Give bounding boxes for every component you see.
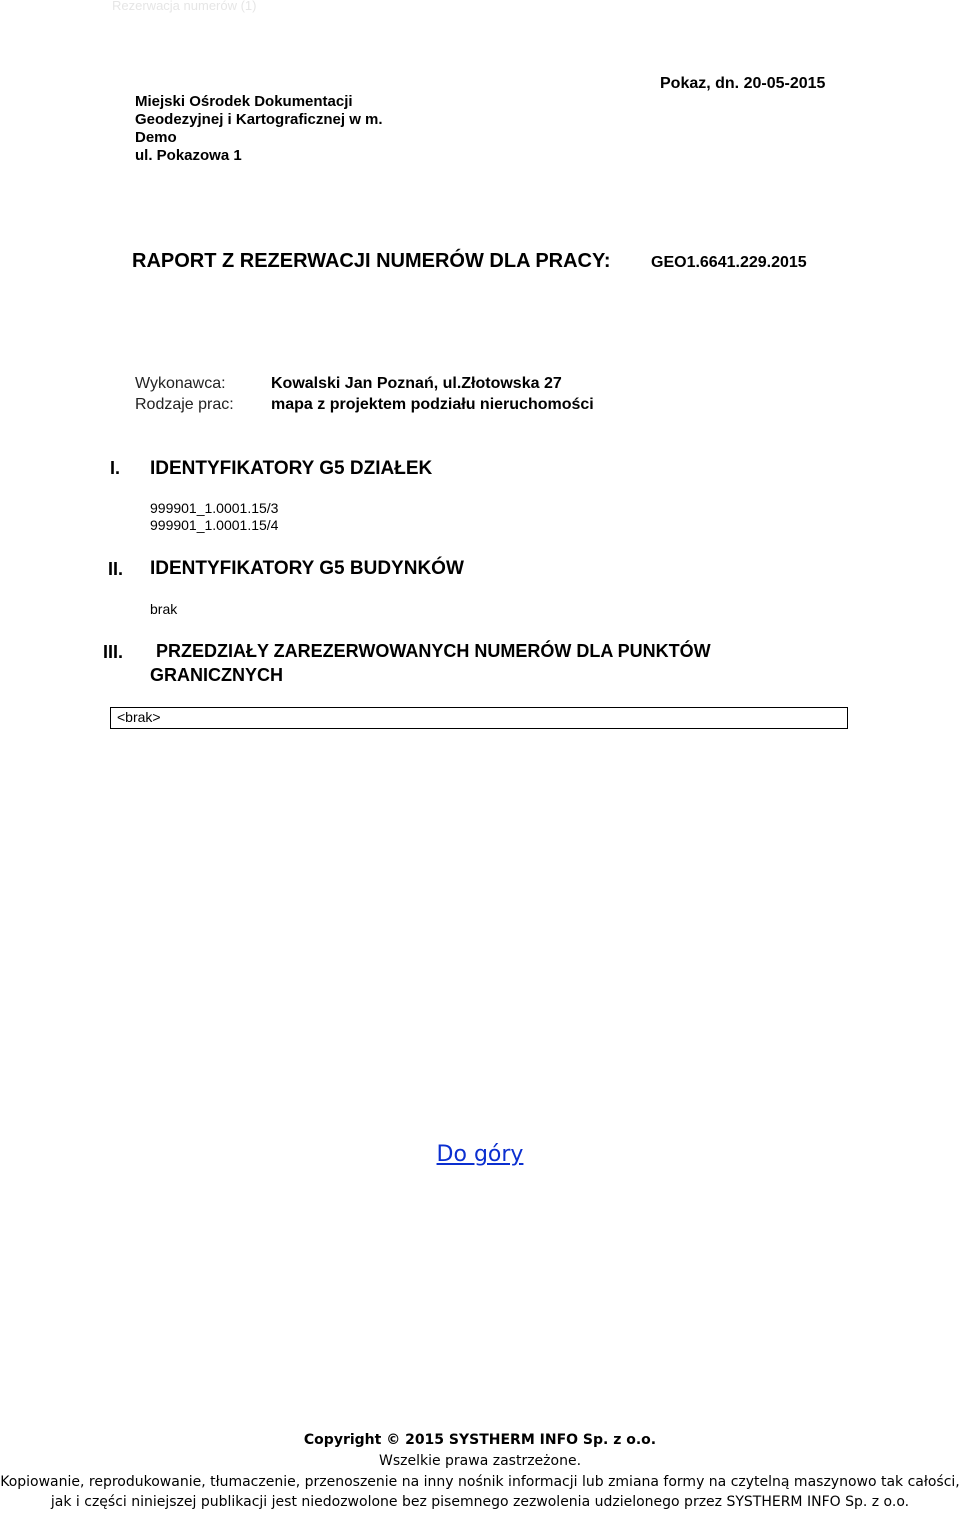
office-line: Demo — [135, 129, 177, 146]
footer-rights: Wszelkie prawa zastrzeżone. — [378, 1453, 582, 1469]
section-1-title: IDENTYFIKATORY G5 DZIAŁEK — [150, 458, 433, 479]
report-number: GEO1.6641.229.2015 — [651, 254, 807, 271]
section-3-number: III. — [103, 642, 124, 662]
work-type-label: Rodzaje prac: — [135, 396, 234, 413]
office-line: Geodezyjnej i Kartograficznej w m. — [135, 111, 383, 128]
section-2-number: II. — [108, 559, 124, 579]
back-to-top-link[interactable]: Do góry — [436, 1142, 524, 1167]
office-line: ul. Pokazowa 1 — [135, 147, 242, 164]
parcel-id: 999901_1.0001.15/4 — [150, 517, 279, 533]
buildings-none-text: brak — [150, 601, 178, 617]
office-address — [135, 93, 383, 165]
section-3-title: PRZEDZIAŁY ZAREZERWOWANYCH NUMERÓW DLA PUNKTÓW — [156, 641, 711, 661]
section-2-title: IDENTYFIKATORY G5 BUDYNKÓW — [150, 558, 464, 579]
contractor-value: Kowalski Jan Poznań, ul.Złotowska 27 — [271, 375, 562, 392]
work-type-value: mapa z projektem podziału nieruchomości — [271, 396, 594, 413]
document-date: Pokaz, dn. 20-05-2015 — [660, 75, 826, 92]
page-title: Rezerwacja numerów (1) — [112, 0, 257, 13]
footer-notice: Kopiowanie, reprodukowanie, tłumaczenie, przenoszenie na inny nośnik informacji lub zmiana formy na czytelną maszynowo tak całości, — [0, 1474, 960, 1490]
parcel-id: 999901_1.0001.15/3 — [150, 500, 279, 516]
footer-notice: jak i części niniejszej publikacji jest niedozwolone bez pisemnego zezwolenia udzielonego przez SYSTHERM INFO Sp. z o.o. — [50, 1494, 910, 1510]
contractor-label: Wykonawca: — [135, 375, 226, 392]
report-title: RAPORT Z REZERWACJI NUMERÓW DLA PRACY: — [132, 250, 611, 272]
section-1-number: I. — [110, 458, 121, 478]
footer-copyright: Copyright © 2015 SYSTHERM INFO Sp. z o.o. — [303, 1432, 657, 1448]
section-3-title-cont: GRANICZNYCH — [150, 665, 283, 685]
reserved-ranges-box: <brak> — [110, 707, 848, 729]
office-line: Miejski Ośrodek Dokumentacji — [135, 93, 353, 110]
